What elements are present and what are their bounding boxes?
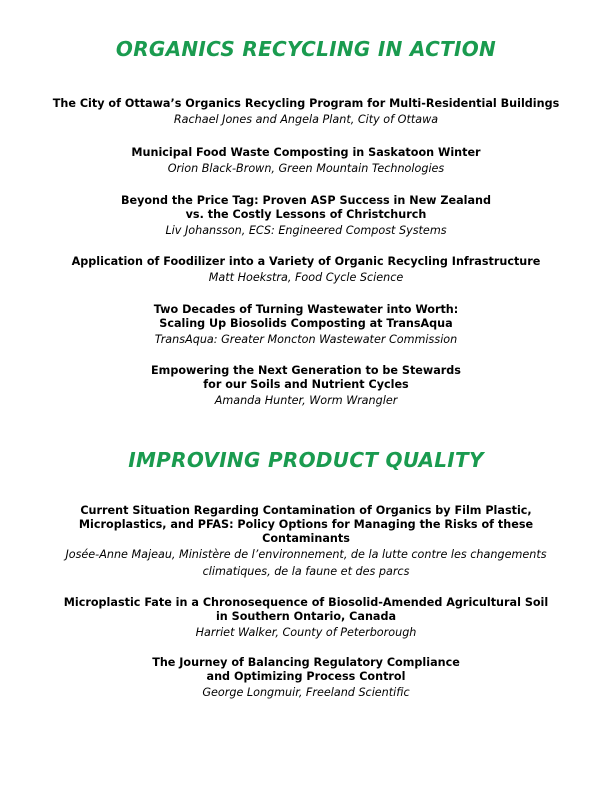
talk-speaker: Rachael Jones and Angela Plant, City of Ottawa <box>173 113 439 126</box>
talk-speaker: Harriet Walker, County of Peterborough <box>195 626 417 639</box>
talk-title: Beyond the Price Tag: Proven ASP Success in New Zealand vs. the Costly Lessons of Christchurch <box>120 194 492 221</box>
talk-speaker: Orion Black-Brown, Green Mountain Technologies <box>167 162 445 175</box>
talk-entry <box>20 596 592 642</box>
talk-title: Municipal Food Waste Composting in Saskatoon Winter <box>131 146 481 159</box>
talk-speaker: Amanda Hunter, Worm Wrangler <box>214 394 398 407</box>
section-title-improving-quality: IMPROVING PRODUCT QUALITY <box>128 448 484 472</box>
talk-title: Application of Foodilizer into a Variety of Organic Recycling Infrastructure <box>71 255 541 268</box>
talk-title: Current Situation Regarding Contamination of Organics by Film Plastic, Microplastics, and PFAS: Policy Options for Managing the Risks of these Contaminants <box>78 504 534 545</box>
talk-entry <box>20 255 592 287</box>
talk-entry <box>20 194 592 240</box>
talk-entry <box>20 303 592 349</box>
talk-speaker: George Longmuir, Freeland Scientific <box>202 686 410 699</box>
section-title-organics-recycling: ORGANICS RECYCLING IN ACTION <box>115 37 497 61</box>
talk-entry <box>20 656 592 702</box>
talk-title: Empowering the Next Generation to be Stewards for our Soils and Nutrient Cycles <box>151 364 461 391</box>
talk-title: Two Decades of Turning Wastewater into Worth: Scaling Up Biosolids Composting at TransAqua <box>153 303 459 330</box>
talk-title: The Journey of Balancing Regulatory Compliance and Optimizing Process Control <box>152 656 460 683</box>
talk-title: Microplastic Fate in a Chronosequence of Biosolid-Amended Agricultural Soil in Southern Ontario, Canada <box>63 596 549 623</box>
talk-speaker: Matt Hoekstra, Food Cycle Science <box>208 271 404 284</box>
talk-speaker: Josée-Anne Majeau, Ministère de l’environnement, de la lutte contre les changements climatiques, de la faune et des parcs <box>65 548 547 578</box>
talk-speaker: TransAqua: Greater Moncton Wastewater Commission <box>154 333 458 346</box>
talk-entry <box>20 504 592 580</box>
talk-title: The City of Ottawa’s Organics Recycling Program for Multi-Residential Buildings <box>52 97 560 110</box>
talk-speaker: Liv Johansson, ECS: Engineered Compost Systems <box>165 224 447 237</box>
talk-entry <box>20 146 592 178</box>
talk-entry <box>20 364 592 410</box>
talk-entry <box>20 97 592 129</box>
